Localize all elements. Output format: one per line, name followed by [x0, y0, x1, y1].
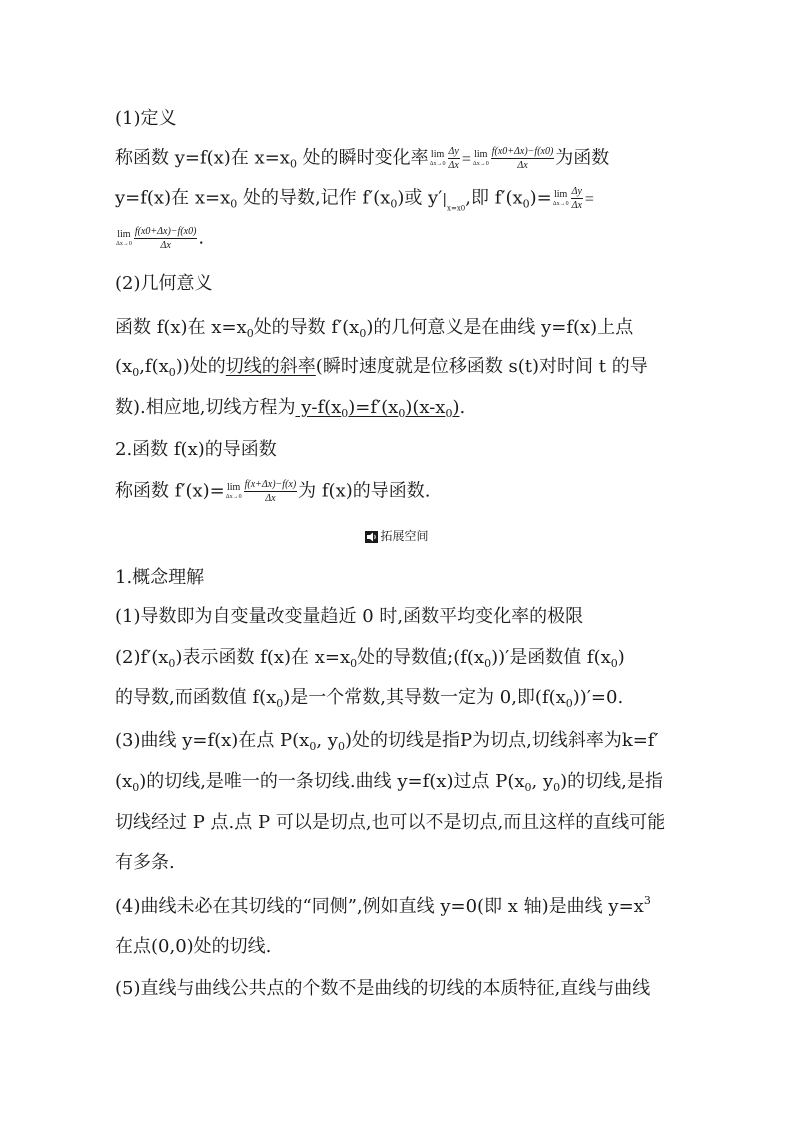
concept-item-4-line-1: (4)曲线未必在其切线的“同侧”,例如直线 y=0(即 x 轴)是曲线 $y=x^3$: [115, 894, 651, 917]
answer-slope-underlined: 切线的斜率: [225, 356, 316, 377]
section-definition-title: [115, 107, 177, 131]
concept-item-1: (1)导数即为自变量改变量趋近 0 时,函数平均变化率的极限: [115, 606, 584, 627]
limit-operator: lim Δx→0: [552, 189, 569, 207]
fraction-difference-quotient: $\frac{f(x0+\Delta x)-f(x0)}{\Delta x}$: [491, 146, 554, 171]
speaker-icon: [365, 531, 378, 543]
text: 处的瞬时变化率: [296, 147, 429, 169]
text: (1)定义: [115, 108, 177, 129]
evaluation-subscript: x=x0: [447, 204, 466, 213]
geometric-line-3: 数).相应地,切线方程为 $y-f(x_0)=f'(x_0)(x-x_0)$.: [115, 397, 466, 420]
equals-sign: =: [461, 150, 471, 168]
heading-text: 拓展空间: [380, 529, 429, 543]
text: 称函数 y=f(x)在 x=x: [115, 147, 290, 169]
concept-item-4-line-2: 在点(0,0)处的切线.: [115, 936, 272, 957]
concept-item-5-line-1: (5)直线与曲线公共点的个数不是曲线的切线的本质特征,直线与曲线: [115, 978, 651, 999]
limit-operator: lim Δx→0: [116, 229, 132, 247]
derivative-function-line: 称函数 f′(x)= lim Δx→0 $\frac{f(x+\Delta x)-f(x)}{\Delta x}$ 为 f(x)的导函数.: [115, 479, 431, 504]
section-geometric-meaning-title: (2)几何意义: [115, 273, 213, 294]
definition-line-3: lim Δx→0 $\frac{f(x0+\Delta x)-f(x0)}{\Delta x}$ .: [116, 226, 205, 251]
geometric-line-2: $(x_0,f(x_0))$处的切线的斜率(瞬时速度就是位移函数 s(t)对时间 t 的导: [115, 356, 648, 379]
evaluation-bar: |: [442, 191, 448, 208]
fraction-dy-dx: $\frac{\Delta y}{\Delta x}$: [571, 186, 582, 211]
extension-heading: [0, 526, 794, 546]
fraction-difference-quotient: $\frac{f(x0+\Delta x)-f(x0)}{\Delta x}$: [134, 226, 197, 251]
definition-line-1: [115, 145, 609, 169]
text: 为函数: [555, 147, 610, 169]
definition-line-2: y=f(x)在 $x=x_0$ 处的导数,记作 $f'(x_0)$或 $y'|_{x=x0}$,即 $f'(x_0)=$ lim Δx→0 $\frac{\Delta y}{\Delta x}$ =: [115, 186, 594, 213]
concept-title: 1.概念理解: [115, 567, 205, 588]
concept-item-3-line-2: $(x_0)$的切线,是唯一的一条切线.曲线 y=f(x)过点 $P(x_0$, $y_0$)的切线,是指: [115, 771, 663, 794]
fraction-difference-quotient: $\frac{f(x+\Delta x)-f(x)}{\Delta x}$: [244, 479, 297, 504]
limit-operator: lim Δx→0: [472, 149, 489, 167]
concept-item-3-line-1: (3)曲线 y=f(x)在点 $P(x_0$, $y_0$)处的切线是指P为切点,切线斜率为k=f′: [115, 730, 659, 753]
limit-operator: lim Δx→0: [225, 482, 242, 500]
section-derivative-function-title: 2.函数 f(x)的导函数: [115, 439, 277, 460]
concept-item-2-line-1: $(2)f'(x_0)$表示函数 f(x)在 $x=x_0$处的导数值$;(f(x_0))'$是函数值 $f(x_0)$: [115, 647, 625, 670]
answer-tangent-equation-underlined: $y-f(x_0)=f'(x_0)(x-x_0)$: [295, 397, 460, 420]
concept-item-3-line-3: 切线经过 P 点.点 P 可以是切点,也可以不是切点,而且这样的直线可能: [115, 812, 666, 833]
concept-item-3-line-4: 有多条.: [115, 852, 175, 873]
concept-item-2-line-2: 的导数,而函数值 $f(x_0)$是一个常数,其导数一定为 0,即$(f(x_0))'=0$.: [115, 687, 624, 710]
subscript: 0: [289, 157, 297, 171]
fraction-dy-dx: $\frac{\Delta y}{\Delta x}$: [448, 146, 459, 171]
limit-operator: lim Δx→0: [429, 149, 446, 167]
geometric-line-1: 函数 f(x)在 $x=x_0$处的导数 $f'(x_0)$的几何意义是在曲线 y=f(x)上点: [115, 317, 634, 340]
